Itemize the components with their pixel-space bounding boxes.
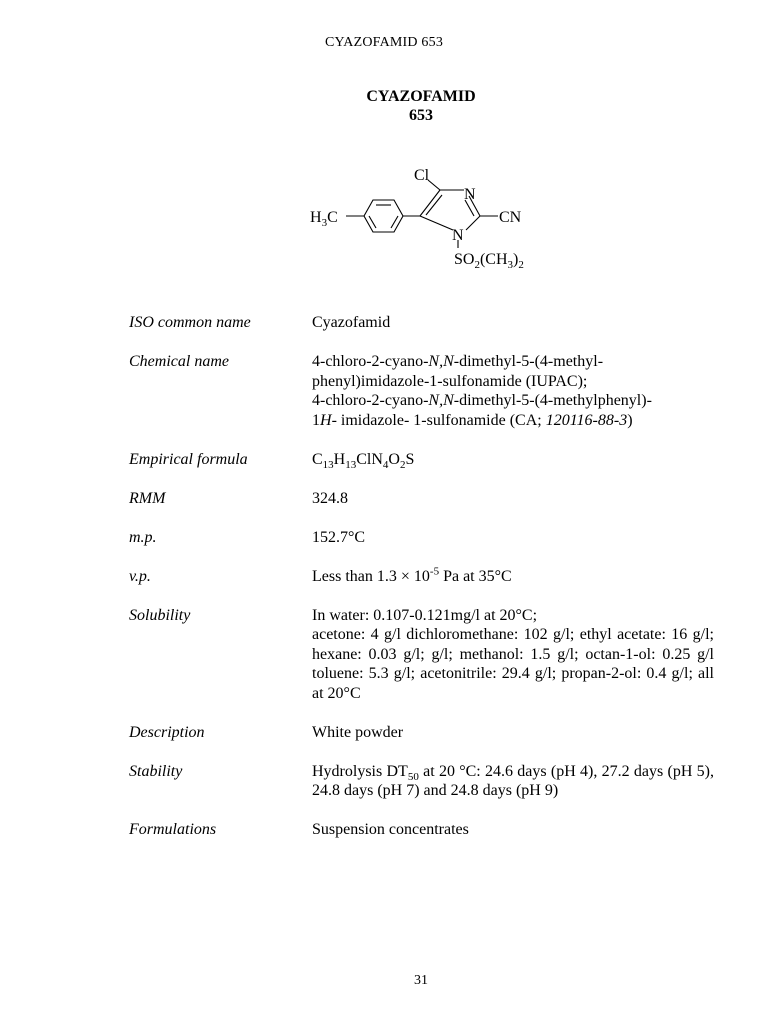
imidazole-n1-c5 [420, 216, 453, 230]
structure-label-n3: N [464, 186, 476, 203]
structure-label-cn: CN [499, 209, 522, 226]
chemical-structure [300, 160, 560, 275]
property-value: Suspension concentrates [312, 821, 469, 838]
title-block [0, 87, 768, 125]
running-header: CYAZOFAMID 653 [324, 35, 444, 50]
property-label: Empirical formula [129, 450, 248, 468]
property-label: Description [129, 723, 205, 741]
chemical-name-line: 4-chloro-2-cyano-N,N-dimethyl-5-(4-methyl- [312, 353, 604, 370]
chemical-name-line: 4-chloro-2-cyano-N,N-dimethyl-5-(4-methylphenyl)- [312, 392, 652, 409]
chemical-name-line: 1H- imidazole- 1-sulfonamide (CA; 120116-88-3) [312, 411, 633, 429]
property-row-chemical-name [129, 352, 714, 430]
property-row-description [129, 723, 714, 743]
structure-label-cl: Cl [414, 167, 430, 184]
property-label: Chemical name [129, 353, 229, 370]
property-value: White powder [312, 723, 404, 741]
property-value: 324.8 [312, 489, 348, 507]
property-value: $C_{13}H_{13}ClN_4O_2S$ [312, 450, 415, 471]
property-label: Stability [129, 762, 183, 780]
page-number: 31 [414, 973, 428, 988]
property-label: ISO common name [129, 314, 251, 331]
property-row-stability [129, 762, 714, 801]
property-label: m.p. [129, 528, 157, 546]
property-value: Cyazofamid [312, 314, 391, 331]
property-value: Hydrolysis $DT_{50}$ at 20 °C: 24.6 days (pH 4), 27.2 days (pH 5), 24.8 days (pH 7) and 24.8 days (pH 9) [312, 762, 715, 799]
property-value: Less than $1.3 \times 10^{-5}$ Pa at 35°C [312, 565, 512, 585]
structure-label-h3c: $H_3C$ [310, 209, 338, 229]
property-label: Solubility [129, 606, 191, 624]
property-value [312, 352, 714, 430]
property-label: v.p. [129, 567, 151, 585]
structure-diagram [300, 160, 560, 275]
property-row-formula [129, 450, 714, 470]
property-value: 152.7°C [312, 528, 366, 546]
property-row-solubility [129, 606, 714, 704]
property-label: RMM [129, 489, 166, 507]
page-title: CYAZOFAMID [366, 88, 476, 105]
property-row-vp [129, 567, 714, 587]
property-row-mp [129, 528, 714, 548]
property-row-formulations [129, 820, 714, 840]
page-title-code: 653 [409, 107, 433, 124]
property-value [312, 606, 714, 704]
solubility-water: In water: 0.107-0.121mg/l at 20°C; [312, 606, 538, 624]
imidazole-c2-n1 [466, 216, 480, 230]
imidazole-c5-c4 [420, 190, 440, 216]
property-row-iso [129, 313, 714, 333]
property-row-rmm [129, 489, 714, 509]
chloro-bond [428, 180, 440, 190]
property-label: Formulations [129, 821, 217, 838]
chemical-name-line: phenyl)imidazole-1-sulfonamide (IUPAC); [312, 372, 588, 390]
structure-label-n1: N [452, 227, 464, 244]
solubility-solvents: acetone: 4 g/l dichloromethane: 102 g/l; ethyl acetate: 16 g/l; hexane: 0.03 g/l; g/l; methanol: 1.5 g/l; octan-1-ol: 0.25 g/l toluene: 5.3 g/l; acetonitrile: 29.4 g/l; propan-2-ol: 0.4 g/l; all at 20°C [312, 626, 714, 702]
properties-table [129, 313, 714, 859]
structure-label-so2: $SO_2(CH_3)_2$ [454, 251, 524, 271]
